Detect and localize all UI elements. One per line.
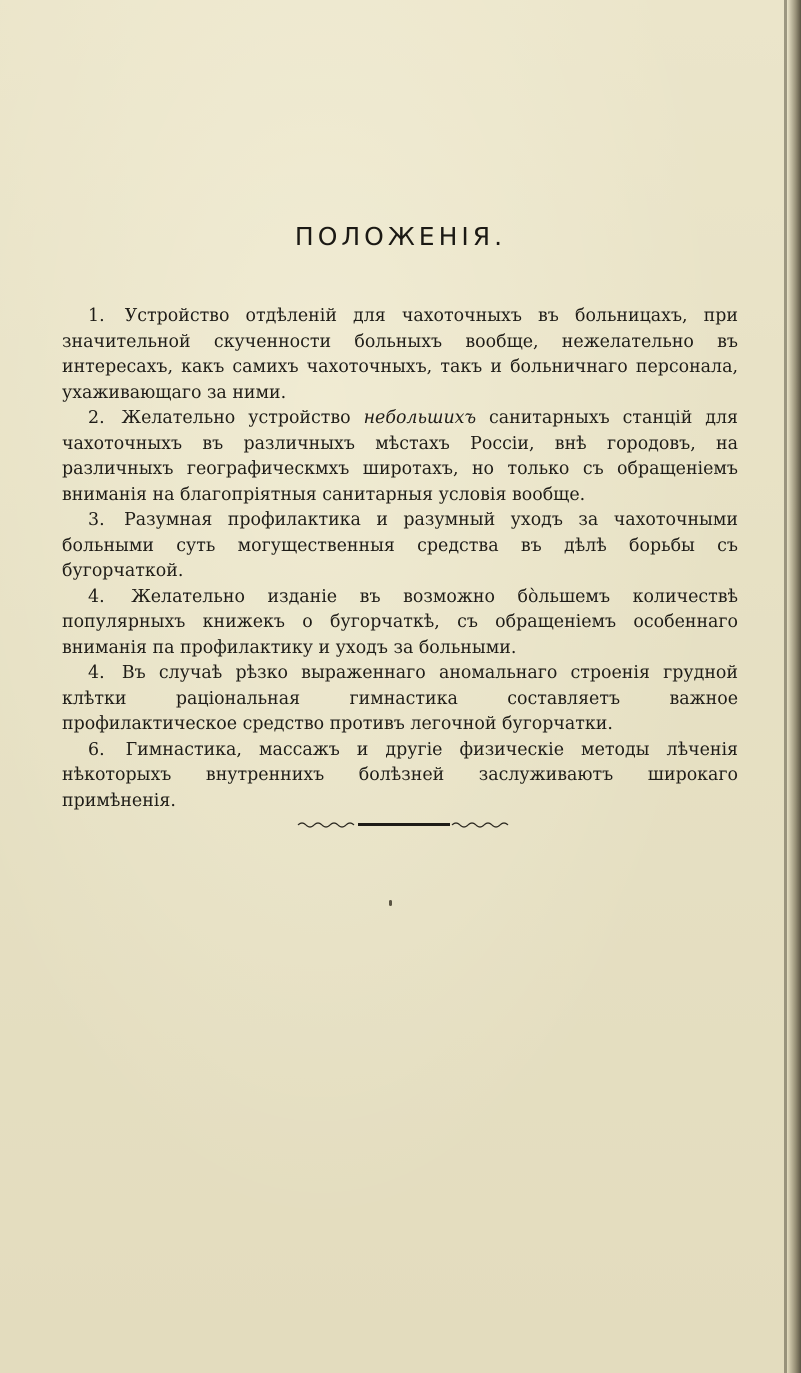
- paragraph-number: 4.: [88, 663, 105, 683]
- paragraph-number: 2.: [88, 408, 105, 428]
- paragraph-number: 6.: [88, 739, 105, 760]
- emphasized-word: небольшихъ: [363, 408, 477, 428]
- paragraph-text: Разумная профилактика и разумный уходъ за чахоточными больными суть могущественныя средства въ дѣлѣ борьбы съ бугорчаткой.: [62, 510, 738, 581]
- end-ornament: [296, 816, 512, 830]
- paragraph-2: [62, 406, 738, 508]
- paragraph-6: [62, 738, 738, 815]
- paragraph-number: 1.: [88, 306, 105, 326]
- paragraph-1: [62, 304, 738, 406]
- page-title: ПОЛОЖЕНІЯ.: [294, 222, 507, 251]
- page-edge: [787, 0, 801, 1373]
- paragraph-text: Гимнастика, массажъ и другіе физическіе методы лѣченія нѣкоторыхъ внутреннихъ болѣзней заслуживаютъ широкаго примѣненія.: [62, 739, 738, 811]
- paragraph-number: 4.: [88, 586, 105, 607]
- ink-speck: [389, 900, 392, 906]
- paragraph-text: Устройство отдѣленій для чахоточныхъ въ больницахъ, при значительной скученности больныхъ вообще, нежелательно въ интересахъ, какъ самихъ чахоточныхъ, такъ и больничнаго персонала, ухаживающаго за ними.: [62, 306, 738, 403]
- paragraph-4: [62, 585, 738, 662]
- paragraph-text: Въ случаѣ рѣзко выраженнаго аномальнаго строенія грудной клѣтки раціональная гимнастика составляетъ важное профилактическое средство противъ легочной бугорчатки.: [62, 663, 738, 734]
- paragraph-5: [62, 661, 738, 738]
- paragraph-text: Желательно устройство: [121, 408, 351, 428]
- paragraph-number: 3.: [88, 510, 105, 530]
- body-text: [62, 304, 738, 814]
- paragraph-text: Желательно изданіе въ возможно бо̀льшемъ количествѣ популярныхъ книжекъ о бугорчаткѣ, съ обращеніемъ особеннаго вниманія па профилактику и уходъ за больными.: [62, 586, 739, 658]
- paragraph-3: [62, 508, 738, 585]
- paragraph-text: санитарныхъ станцій для чахоточныхъ въ различныхъ мѣстахъ Россіи, внѣ городовъ, на различныхъ географическмхъ широтахъ, но только съ обращеніемъ вниманія на благопріятныя санитарныя условія вообще.: [62, 408, 738, 505]
